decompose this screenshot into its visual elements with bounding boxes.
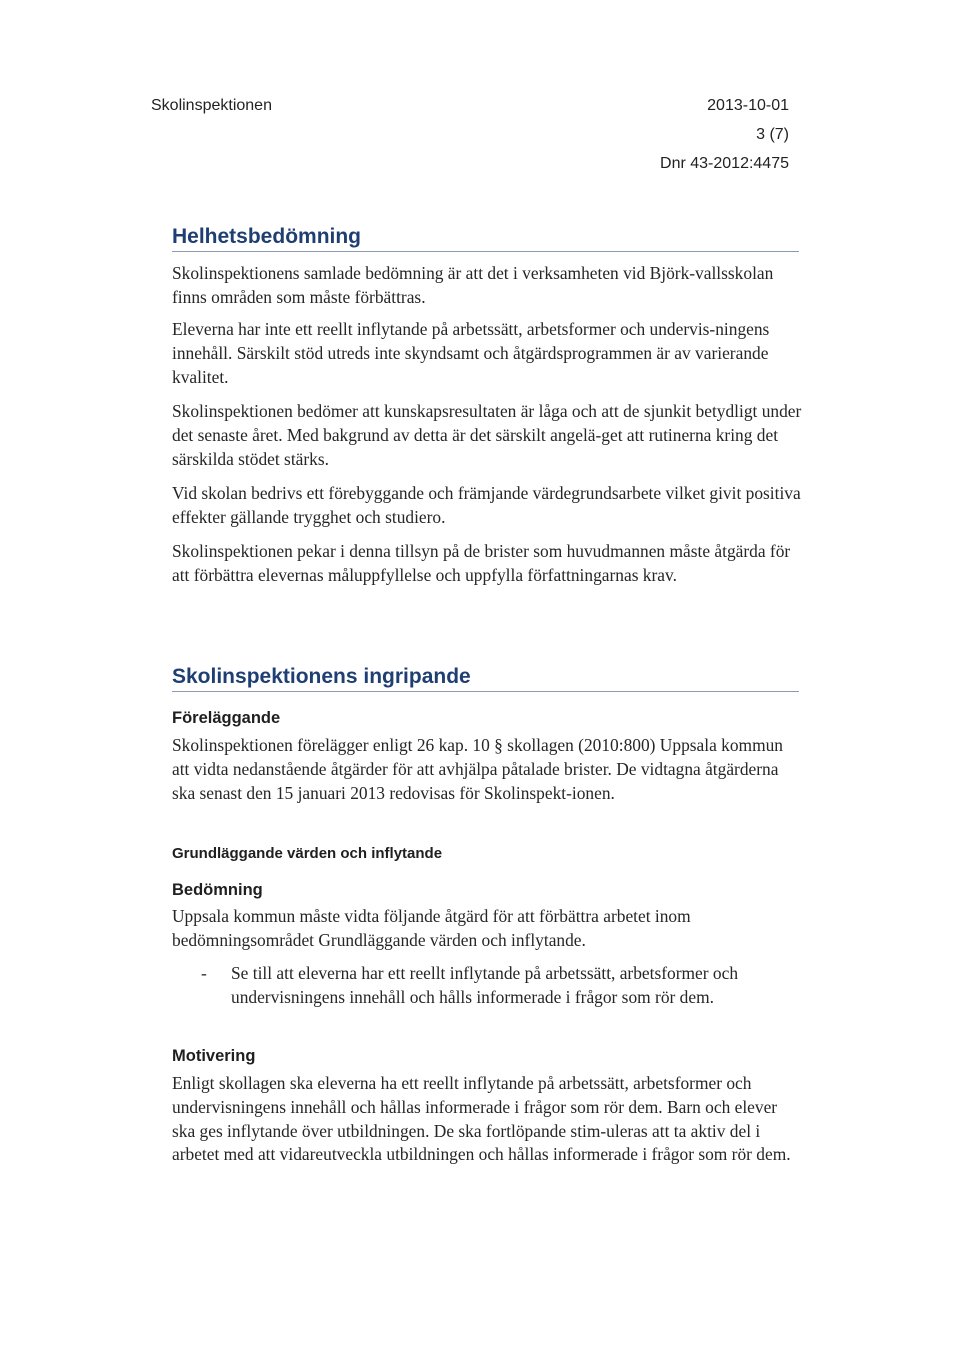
header-dnr: Dnr 43-2012:4475 [660,155,789,172]
header-org: Skolinspektionen [151,97,272,114]
paragraph: Eleverna har inte ett reellt inflytande på arbetssätt, arbetsformer och undervis-ningens innehåll. Särskilt stöd utreds inte skyndsamt och åtgärdsprogrammen är av varierande kvalitet. [172,319,770,387]
section-title-ingripande: Skolinspektionens ingripande [172,665,799,692]
subheading-grundlaggande-varden: Grundläggande värden och inflytande [172,845,443,862]
paragraph: Skolinspektionen pekar i denna tillsyn på de brister som huvudmannen måste åtgärda för att förbättra elevernas måluppfyllelse och uppfylla författningarnas krav. [172,541,791,585]
paragraph: Skolinspektionens samlade bedömning är att det i verksamheten vid Björk-vallsskolan finns områden som måste förbättras. [172,263,774,307]
header-page-number: 3 (7) [756,126,789,143]
list-item: Se till att eleverna har ett reellt inflytande på arbetssätt, arbetsformer och undervisningens innehåll och hålls informerade i frågor som rör dem. [231,963,739,1007]
paragraph: Skolinspektionen bedömer att kunskapsresultaten är låga och att de sjunkit betydligt under det senaste året. Med bakgrund av detta är det särskilt angelä-get att rutinerna kring det särskilda stödet stärks. [172,401,802,469]
paragraph: Skolinspektionen förelägger enligt 26 kap. 10 § skollagen (2010:800) Uppsala kommun att vidta nedanstående åtgärder för att avhjälpa påtalade brister. De vidtagna åtgärderna ska senast den 15 januari 2013 redovisas för Skolinspekt-ionen. [172,735,783,803]
bullet-marker: - [201,963,207,983]
header-date: 2013-10-01 [707,97,789,114]
subheading-bedomning: Bedömning [172,881,263,899]
subheading-motivering: Motivering [172,1047,256,1065]
paragraph: Vid skolan bedrivs ett förebyggande och främjande värdegrundsarbete vilket givit positiva effekter gällande trygghet och studiero. [172,483,801,527]
subheading-forelaggande: Föreläggande [172,709,281,727]
paragraph: Uppsala kommun måste vidta följande åtgärd för att förbättra arbetet inom bedömningsområdet Grundläggande värden och inflytande. [172,906,691,950]
section-title-helhetsbedomning: Helhetsbedömning [172,225,799,252]
paragraph: Enligt skollagen ska eleverna ha ett reellt inflytande på arbetssätt, arbetsformer och undervisningens innehåll och hållas informerade i frågor som rör dem. Barn och elever ska ges inflytande över utbildningen. De ska fortlöpande stim-uleras att ta aktiv del i arbetet med att vidareutveckla utbildningen och hållas informerade i frågor som rör dem. [172,1073,791,1165]
